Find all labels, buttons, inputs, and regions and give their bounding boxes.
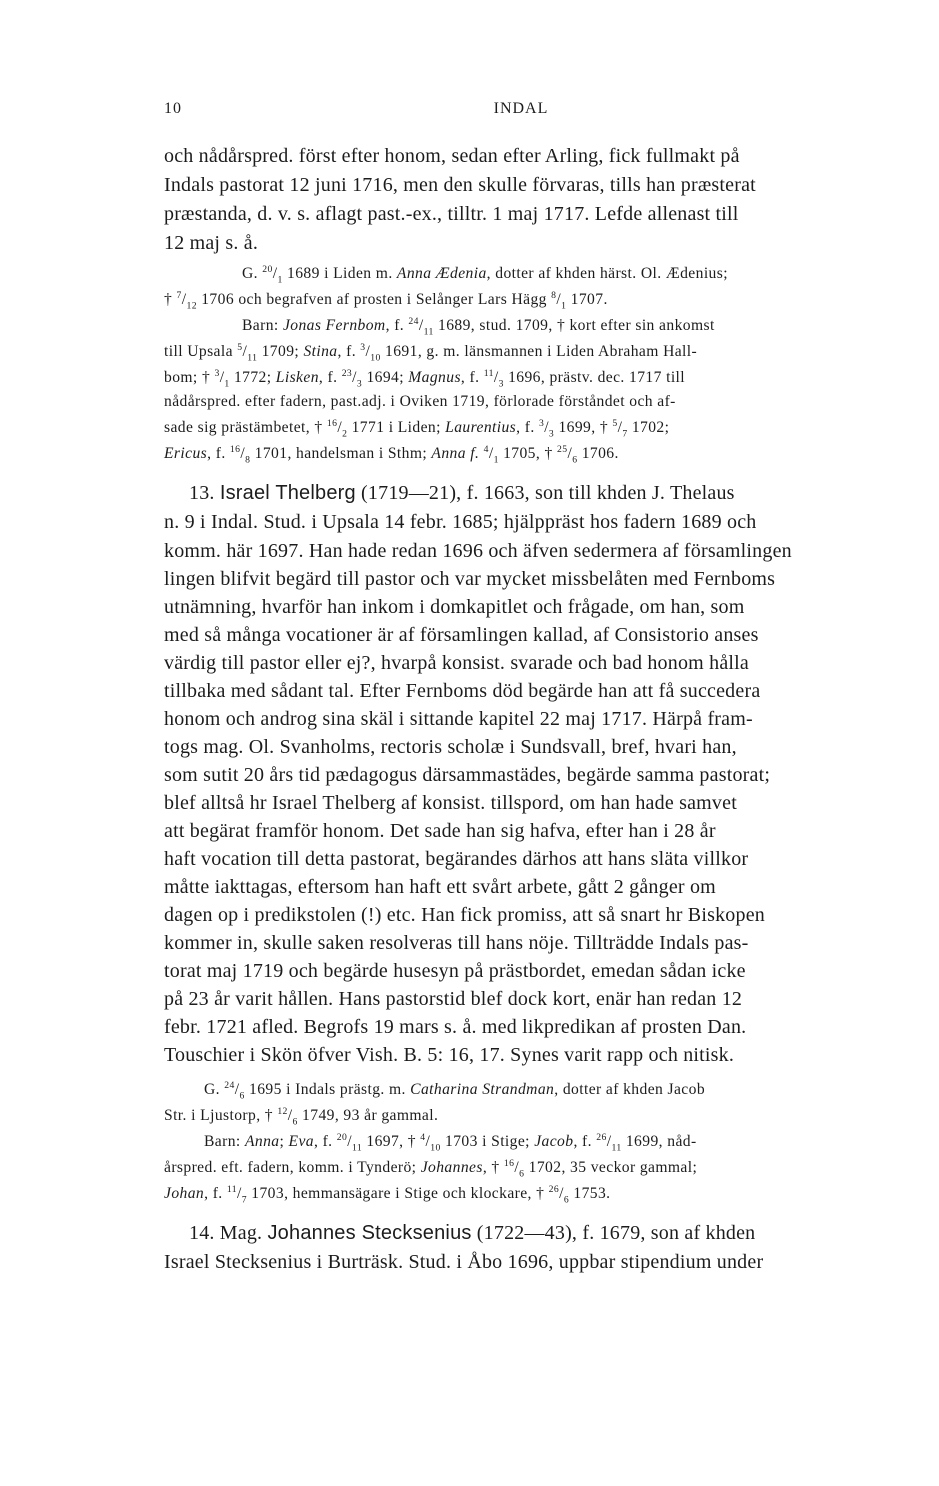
text-line: G. $^{20}/_1$ 1689 i Liden m. Anna Ædenia, dotter af khden härst. Ol. Ædenius; bbox=[242, 264, 728, 286]
text-line: Barn: Anna; Eva, f. $^{20}/_{11}$ 1697, † $^4/_{10}$ 1703 i Stige; Jacob, f. $^{26}/_{11}$ 1699, nåd- bbox=[204, 1132, 697, 1154]
text-line: bom; † $^3/_1$ 1772; Lisken, f. $^{23}/_3$ 1694; Magnus, f. $^{11}/_3$ 1696, prästv. dec. 1717 till bbox=[164, 368, 686, 390]
text-line: måtte iakttagas, eftersom han haft ett svårt arbete, gått 2 gånger om bbox=[164, 876, 716, 898]
text-line: värdig till pastor eller ej?, hvarpå konsist. svarade och bad honom hålla bbox=[164, 652, 749, 674]
text-line: 14. Mag. Johannes Stecksenius (1722—43), f. 1679, son af khden bbox=[189, 1222, 756, 1244]
text-line: † $^7/_{12}$ 1706 och begrafven af prosten i Selånger Lars Hägg $^8/_1$ 1707. bbox=[164, 290, 608, 312]
text-line: dagen op i predikstolen (!) etc. Han fick promiss, att så snart hr Biskopen bbox=[164, 904, 765, 926]
text-line: Str. i Ljustorp, † $^{12}/_6$ 1749, 93 år gammal. bbox=[164, 1106, 439, 1128]
text-line: som sutit 20 års tid pædagogus därsammastädes, begärde samma pastorat; bbox=[164, 764, 771, 786]
running-header bbox=[164, 100, 878, 124]
text-line: præstanda, d. v. s. aflagt past.-ex., tilltr. 1 maj 1717. Lefde allenast till bbox=[164, 203, 739, 225]
text-line: på 23 år varit hållen. Hans pastorstid blef dock kort, enär han redan 12 bbox=[164, 988, 743, 1010]
text-line: honom och androg sina skäl i sittande kapitel 22 maj 1717. Härpå fram- bbox=[164, 708, 753, 730]
text-line: Indals pastorat 12 juni 1716, men den skulle förvaras, tills han præsterat bbox=[164, 174, 756, 196]
text-line: torat maj 1719 och begärde husesyn på prästbordet, emedan sådan icke bbox=[164, 960, 746, 982]
text-line: 13. Israel Thelberg (1719—21), f. 1663, son till khden J. Thelaus bbox=[189, 482, 735, 504]
text-line: febr. 1721 afled. Begrofs 19 mars s. å. med likpredikan af prosten Dan. bbox=[164, 1016, 747, 1038]
text-line: 12 maj s. å. bbox=[164, 232, 259, 254]
page-number: 10 bbox=[164, 100, 182, 117]
text-line: till Upsala $^5/_{11}$ 1709; Stina, f. $^3/_{10}$ 1691, g. m. länsmannen i Liden Abraham Hall- bbox=[164, 342, 698, 364]
text-line: Israel Stecksenius i Burträsk. Stud. i Åbo 1696, uppbar stipendium under bbox=[164, 1251, 764, 1273]
text-line: årspred. eft. fadern, komm. i Tynderö; Johannes, † $^{16}/_6$ 1702, 35 veckor gammal; bbox=[164, 1158, 698, 1180]
text-line: G. $^{24}/_6$ 1695 i Indals prästg. m. Catharina Strandman, dotter af khden Jacob bbox=[204, 1080, 706, 1102]
text-line: n. 9 i Indal. Stud. i Upsala 14 febr. 1685; hjälppräst hos fadern 1689 och bbox=[164, 511, 757, 533]
text-line: Barn: Jonas Fernbom, f. $^{24}/_{11}$ 1689, stud. 1709, † kort efter sin ankomst bbox=[242, 316, 715, 338]
text-line: kommer in, skulle saken resolveras till hans nöje. Tillträdde Indals pas- bbox=[164, 932, 749, 954]
text-line: nådårspred. efter fadern, past.adj. i Oviken 1719, förlorade förståndet och af- bbox=[164, 393, 676, 410]
text-line: haft vocation till detta pastorat, begärandes därhos att hans släta villkor bbox=[164, 848, 749, 870]
text-line: att begärat framför honom. Det sade han sig hafva, efter han i 28 år bbox=[164, 820, 716, 842]
text-line: lingen blifvit begärd till pastor och var mycket missbelåten med Fernboms bbox=[164, 568, 776, 590]
text-line: komm. här 1697. Han hade redan 1696 och äfven sedermera af församlingen bbox=[164, 540, 792, 562]
text-line: Ericus, f. $^{16}/_8$ 1701, handelsman i Sthm; Anna f. $^4/_1$ 1705, † $^{25}/_6$ 1706. bbox=[164, 444, 619, 466]
text-line: togs mag. Ol. Svanholms, rectoris scholæ i Sundsvall, bref, hvari han, bbox=[164, 736, 737, 758]
text-line: sade sig prästämbetet, † $^{16}/_2$ 1771 i Liden; Laurentius, f. $^3/_3$ 1699, † $^5/_7$ 1702; bbox=[164, 418, 670, 440]
text-line: utnämning, hvarför han inkom i domkapitlet och frågade, om han, som bbox=[164, 596, 745, 618]
text-line: och nådårspred. först efter honom, sedan efter Arling, fick fullmakt på bbox=[164, 145, 740, 167]
text-line: blef alltså hr Israel Thelberg af konsist. tillspord, om han hade samvet bbox=[164, 792, 737, 814]
text-line: Johan, f. $^{11}/_7$ 1703, hemmansägare i Stige och klockare, † $^{26}/_6$ 1753. bbox=[164, 1184, 611, 1206]
text-line: Touschier i Skön öfver Vish. B. 5: 16, 17. Synes varit rapp och nitisk. bbox=[164, 1044, 735, 1066]
running-title: INDAL bbox=[493, 100, 549, 117]
text-line: tillbaka med sådant tal. Efter Fernboms död begärde han att få succedera bbox=[164, 680, 761, 702]
text-line: med så många vocationer är af församlingen kallad, af Consistorio anses bbox=[164, 624, 759, 646]
